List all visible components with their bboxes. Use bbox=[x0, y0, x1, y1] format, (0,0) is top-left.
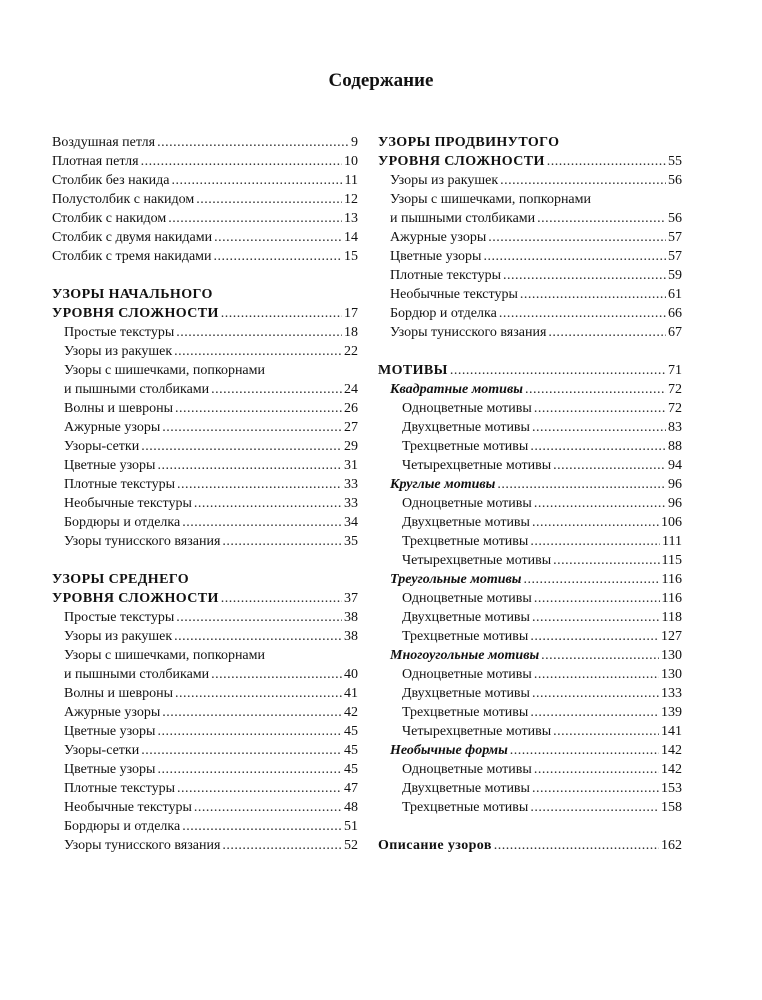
dot-leader bbox=[530, 532, 660, 551]
toc-page-number: 158 bbox=[661, 800, 682, 815]
dot-leader bbox=[141, 152, 342, 171]
toc-entry-label: Плотные текстуры bbox=[64, 477, 175, 492]
toc-entry bbox=[52, 627, 358, 646]
toc-page-number: 47 bbox=[344, 781, 358, 796]
toc-page-number: 66 bbox=[668, 306, 682, 321]
toc-entry-label: УРОВНЯ СЛОЖНОСТИ bbox=[52, 306, 219, 321]
toc-entry bbox=[378, 247, 682, 266]
toc-page-number: 142 bbox=[661, 762, 682, 777]
toc-entry bbox=[52, 228, 358, 247]
toc-entry-label: Столбик с накидом bbox=[52, 211, 167, 226]
dot-leader bbox=[177, 475, 342, 494]
dot-leader bbox=[534, 494, 666, 513]
toc-entry bbox=[378, 779, 682, 798]
toc-entry-label: Узоры из ракушек bbox=[64, 629, 173, 644]
toc-entry-label: Трехцветные мотивы bbox=[402, 800, 529, 815]
motif-group-heading bbox=[378, 741, 682, 760]
dot-leader bbox=[532, 608, 660, 627]
toc-section-beginner bbox=[52, 285, 358, 551]
toc-page-number: 13 bbox=[344, 211, 358, 226]
toc-entry-label: Круглые мотивы bbox=[390, 477, 496, 492]
toc-page-number: 59 bbox=[668, 268, 682, 283]
dot-leader bbox=[530, 703, 659, 722]
dot-leader bbox=[503, 266, 666, 285]
dot-leader bbox=[157, 133, 349, 152]
toc-entry bbox=[378, 323, 682, 342]
toc-entry bbox=[52, 342, 358, 361]
toc-entry-label: Трехцветные мотивы bbox=[402, 534, 529, 549]
toc-entry bbox=[52, 133, 358, 152]
toc-entry-label: Плотные текстуры bbox=[390, 268, 501, 283]
toc-entry bbox=[52, 513, 358, 532]
dot-leader bbox=[534, 665, 659, 684]
dot-leader bbox=[537, 209, 666, 228]
toc-entry bbox=[378, 513, 682, 532]
toc-page-number: 118 bbox=[661, 610, 682, 625]
toc-entry-label: Четырехцветные мотивы bbox=[402, 553, 552, 568]
toc-entry-label: Одноцветные мотивы bbox=[402, 496, 532, 511]
toc-entry-label: Бордюр и отделка bbox=[390, 306, 497, 321]
toc-page-number: 45 bbox=[344, 762, 358, 777]
toc-entry bbox=[378, 209, 682, 228]
toc-entry bbox=[52, 836, 358, 855]
section-heading bbox=[378, 152, 682, 171]
toc-page-number: 15 bbox=[344, 249, 358, 264]
toc-page-number: 106 bbox=[661, 515, 682, 530]
toc-entry bbox=[378, 456, 682, 475]
toc-page-number: 10 bbox=[344, 154, 358, 169]
toc-page-number: 127 bbox=[661, 629, 682, 644]
toc-entry bbox=[52, 209, 358, 228]
toc-entry-label: Волны и шевроны bbox=[64, 401, 174, 416]
toc-page-number: 71 bbox=[668, 363, 682, 378]
toc-entry-label: Полустолбик с накидом bbox=[52, 192, 195, 207]
dot-leader bbox=[174, 627, 342, 646]
section-heading bbox=[378, 361, 682, 380]
toc-entry bbox=[52, 323, 358, 342]
dot-leader bbox=[182, 513, 342, 532]
toc-entry bbox=[52, 608, 358, 627]
toc-entry-label: Четырехцветные мотивы bbox=[402, 724, 552, 739]
toc-entry bbox=[378, 418, 682, 437]
toc-entry bbox=[378, 399, 682, 418]
toc-entry bbox=[52, 722, 358, 741]
dot-leader bbox=[534, 589, 660, 608]
dot-leader bbox=[176, 323, 342, 342]
toc-page-number: 153 bbox=[661, 781, 682, 796]
toc-entry bbox=[52, 665, 358, 684]
dot-leader bbox=[534, 760, 659, 779]
dot-leader bbox=[532, 513, 659, 532]
toc-page-number: 40 bbox=[344, 667, 358, 682]
toc-entry bbox=[52, 418, 358, 437]
toc-page-number: 72 bbox=[668, 382, 682, 397]
motif-group-heading bbox=[378, 570, 682, 589]
toc-entry-label: Волны и шевроны bbox=[64, 686, 174, 701]
toc-page-number: 34 bbox=[344, 515, 358, 530]
toc-page-number: 27 bbox=[344, 420, 358, 435]
toc-entry bbox=[378, 665, 682, 684]
toc-entry-label: Цветные узоры bbox=[64, 762, 156, 777]
toc-page-number: 45 bbox=[344, 743, 358, 758]
toc-entry bbox=[52, 437, 358, 456]
toc-page-number: 133 bbox=[661, 686, 682, 701]
toc-page-number: 130 bbox=[661, 667, 682, 682]
dot-leader bbox=[157, 760, 342, 779]
toc-entry bbox=[378, 703, 682, 722]
dot-leader bbox=[497, 475, 666, 494]
toc-entry bbox=[52, 779, 358, 798]
toc-page-number: 48 bbox=[344, 800, 358, 815]
toc-entry-label: Двухцветные мотивы bbox=[402, 610, 530, 625]
dot-leader bbox=[221, 304, 342, 323]
toc-page-number: 52 bbox=[344, 838, 358, 853]
toc-entry-label: Необычные текстуры bbox=[64, 496, 192, 511]
dot-leader bbox=[532, 684, 659, 703]
toc-page-number: 51 bbox=[344, 819, 358, 834]
toc-entry-label: Плотная петля bbox=[52, 154, 139, 169]
toc-page-number: 42 bbox=[344, 705, 358, 720]
toc-entry-label: Столбик с тремя накидами bbox=[52, 249, 212, 264]
toc-entry bbox=[52, 494, 358, 513]
toc-page-number: 162 bbox=[661, 838, 682, 853]
dot-leader bbox=[553, 722, 659, 741]
toc-entry-label: Цветные узоры bbox=[64, 458, 156, 473]
dot-leader bbox=[532, 779, 659, 798]
toc-entry bbox=[378, 494, 682, 513]
toc-section-advanced bbox=[378, 133, 682, 342]
dot-leader bbox=[222, 532, 342, 551]
toc-page-number: 35 bbox=[344, 534, 358, 549]
toc-entry-label-line: Узоры с шишечками, попкорнами bbox=[64, 363, 265, 378]
toc-entry bbox=[52, 684, 358, 703]
toc-page-number: 18 bbox=[344, 325, 358, 340]
toc-page-number: 9 bbox=[351, 135, 358, 150]
toc-entry-label: Квадратные мотивы bbox=[390, 382, 523, 397]
dot-leader bbox=[553, 551, 659, 570]
toc-page-number: 56 bbox=[668, 211, 682, 226]
toc-left-column bbox=[52, 133, 358, 855]
toc-page-number: 26 bbox=[344, 401, 358, 416]
dot-leader bbox=[162, 703, 342, 722]
toc-entry bbox=[52, 247, 358, 266]
dot-leader bbox=[194, 494, 342, 513]
dot-leader bbox=[168, 209, 342, 228]
dot-leader bbox=[176, 608, 342, 627]
toc-page-number: 116 bbox=[661, 591, 682, 606]
dot-leader bbox=[525, 380, 666, 399]
dot-leader bbox=[194, 798, 342, 817]
dot-leader bbox=[499, 304, 666, 323]
dot-leader bbox=[547, 152, 666, 171]
toc-entry-label: Необычные формы bbox=[390, 743, 508, 758]
toc-entry bbox=[52, 190, 358, 209]
toc-entry-label: Ажурные узоры bbox=[64, 705, 161, 720]
toc-entry-label: Узоры-сетки bbox=[64, 439, 140, 454]
toc-entry bbox=[378, 532, 682, 551]
dot-leader bbox=[196, 190, 342, 209]
toc-entry-label: Ажурные узоры bbox=[390, 230, 487, 245]
motif-group-heading bbox=[378, 380, 682, 399]
toc-page-number: 22 bbox=[344, 344, 358, 359]
dot-leader bbox=[523, 570, 659, 589]
dot-leader bbox=[214, 247, 342, 266]
toc-page-number: 24 bbox=[344, 382, 358, 397]
dot-leader bbox=[175, 399, 342, 418]
toc-page-number: 139 bbox=[661, 705, 682, 720]
toc-entry-label: Простые текстуры bbox=[64, 325, 175, 340]
toc-entry-label: Бордюры и отделка bbox=[64, 515, 181, 530]
toc-page-number: 57 bbox=[668, 230, 682, 245]
toc-entry-label-line: Узоры с шишечками, попкорнами bbox=[390, 192, 591, 207]
toc-page-number: 37 bbox=[344, 591, 358, 606]
toc-entry-label: Одноцветные мотивы bbox=[402, 401, 532, 416]
dot-leader bbox=[211, 665, 342, 684]
section-heading-line: УЗОРЫ СРЕДНЕГО bbox=[52, 572, 190, 587]
toc-entry-label: Узоры из ракушек bbox=[64, 344, 173, 359]
toc-entry-label: Трехцветные мотивы bbox=[402, 705, 529, 720]
toc-entry-label: Многоугольные мотивы bbox=[390, 648, 540, 663]
toc-entry-label: Цветные узоры bbox=[64, 724, 156, 739]
toc-entry bbox=[378, 627, 682, 646]
toc-entry-label: Трехцветные мотивы bbox=[402, 439, 529, 454]
toc-entry-label: Узоры тунисского вязания bbox=[64, 838, 221, 853]
toc-page-number: 88 bbox=[668, 439, 682, 454]
dot-leader bbox=[488, 228, 666, 247]
toc-entry-label: Бордюры и отделка bbox=[64, 819, 181, 834]
toc-entry-label: Воздушная петля bbox=[52, 135, 156, 150]
toc-entry bbox=[52, 817, 358, 836]
toc-entry-label: Узоры-сетки bbox=[64, 743, 140, 758]
dot-leader bbox=[174, 342, 342, 361]
toc-entry bbox=[378, 608, 682, 627]
section-heading bbox=[378, 836, 682, 855]
toc-page-number: 12 bbox=[344, 192, 358, 207]
toc-page-number: 116 bbox=[661, 572, 682, 587]
toc-entry-label: и пышными столбиками bbox=[64, 382, 210, 397]
dot-leader bbox=[494, 836, 659, 855]
toc-entry bbox=[378, 285, 682, 304]
toc-page-number: 38 bbox=[344, 629, 358, 644]
toc-entry-label: Двухцветные мотивы bbox=[402, 515, 530, 530]
dot-leader bbox=[175, 684, 342, 703]
toc-page-number: 130 bbox=[661, 648, 682, 663]
motif-group-heading bbox=[378, 475, 682, 494]
section-heading bbox=[52, 589, 358, 608]
toc-page-number: 45 bbox=[344, 724, 358, 739]
toc-entry-label: Плотные текстуры bbox=[64, 781, 175, 796]
dot-leader bbox=[157, 456, 342, 475]
dot-leader bbox=[500, 171, 666, 190]
dot-leader bbox=[162, 418, 342, 437]
toc-entry-label: Узоры тунисского вязания bbox=[64, 534, 221, 549]
dot-leader bbox=[172, 171, 343, 190]
dot-leader bbox=[182, 817, 342, 836]
toc-entry bbox=[378, 266, 682, 285]
toc-entry-label: Трехцветные мотивы bbox=[402, 629, 529, 644]
toc-page-number: 96 bbox=[668, 496, 682, 511]
toc-entry bbox=[378, 171, 682, 190]
toc-entry-label: Узоры из ракушек bbox=[390, 173, 499, 188]
toc-page-number: 29 bbox=[344, 439, 358, 454]
toc-entry-label: Двухцветные мотивы bbox=[402, 781, 530, 796]
dot-leader bbox=[214, 228, 342, 247]
dot-leader bbox=[510, 741, 659, 760]
toc-entry-label: Необычные текстуры bbox=[390, 287, 518, 302]
toc-entry bbox=[378, 722, 682, 741]
toc-page-number: 141 bbox=[661, 724, 682, 739]
section-gap bbox=[52, 266, 358, 285]
toc-entry bbox=[52, 456, 358, 475]
toc-page-number: 11 bbox=[344, 173, 358, 188]
toc-page-number: 67 bbox=[668, 325, 682, 340]
dot-leader bbox=[530, 627, 659, 646]
dot-leader bbox=[548, 323, 666, 342]
toc-entry-label: Ажурные узоры bbox=[64, 420, 161, 435]
toc-section-intermediate bbox=[52, 570, 358, 855]
toc-entry-label: Треугольные мотивы bbox=[390, 572, 522, 587]
toc-entry-label: Двухцветные мотивы bbox=[402, 686, 530, 701]
toc-basics-list bbox=[52, 133, 358, 266]
toc-page-number: 38 bbox=[344, 610, 358, 625]
toc-section-motifs bbox=[378, 361, 682, 817]
toc-entry-label: Четырехцветные мотивы bbox=[402, 458, 552, 473]
dot-leader bbox=[157, 722, 342, 741]
toc-entry bbox=[52, 532, 358, 551]
toc-entry bbox=[52, 703, 358, 722]
toc-page-number: 61 bbox=[668, 287, 682, 302]
toc-page-number: 72 bbox=[668, 401, 682, 416]
toc-entry-label: УРОВНЯ СЛОЖНОСТИ bbox=[378, 154, 545, 169]
toc-entry-label: Столбик без накида bbox=[52, 173, 170, 188]
motif-group-heading bbox=[378, 646, 682, 665]
toc-page-number: 41 bbox=[344, 686, 358, 701]
section-gap bbox=[378, 342, 682, 361]
section-heading bbox=[52, 304, 358, 323]
section-gap bbox=[378, 817, 682, 836]
toc-entry bbox=[378, 551, 682, 570]
dot-leader bbox=[532, 418, 666, 437]
dot-leader bbox=[177, 779, 342, 798]
toc-page-number: 55 bbox=[668, 154, 682, 169]
toc-page-number: 56 bbox=[668, 173, 682, 188]
toc-entry-label: Цветные узоры bbox=[390, 249, 482, 264]
dot-leader bbox=[553, 456, 666, 475]
toc-page-number: 96 bbox=[668, 477, 682, 492]
toc-entry-label: УРОВНЯ СЛОЖНОСТИ bbox=[52, 591, 219, 606]
section-heading-line: УЗОРЫ ПРОДВИНУТОГО bbox=[378, 135, 560, 150]
section-heading-line: УЗОРЫ НАЧАЛЬНОГО bbox=[52, 287, 213, 302]
toc-entry-label: Одноцветные мотивы bbox=[402, 762, 532, 777]
toc-page-number: 33 bbox=[344, 477, 358, 492]
dot-leader bbox=[222, 836, 342, 855]
toc-entry bbox=[52, 741, 358, 760]
dot-leader bbox=[530, 437, 666, 456]
toc-entry bbox=[378, 684, 682, 703]
toc-entry bbox=[378, 589, 682, 608]
toc-entry bbox=[52, 798, 358, 817]
section-gap bbox=[52, 551, 358, 570]
toc-entry-label: Одноцветные мотивы bbox=[402, 667, 532, 682]
toc-entry bbox=[52, 760, 358, 779]
dot-leader bbox=[483, 247, 666, 266]
toc-page-number: 31 bbox=[344, 458, 358, 473]
toc-entry bbox=[52, 475, 358, 494]
toc-entry-label-line: Узоры с шишечками, попкорнами bbox=[64, 648, 265, 663]
dot-leader bbox=[450, 361, 666, 380]
toc-entry bbox=[378, 798, 682, 817]
toc-entry bbox=[52, 380, 358, 399]
dot-leader bbox=[211, 380, 342, 399]
toc-section-descriptions bbox=[378, 836, 682, 855]
page-title: Содержание bbox=[328, 70, 434, 91]
toc-right-column bbox=[378, 133, 682, 855]
toc-entry-label: и пышными столбиками bbox=[390, 211, 536, 226]
toc-entry bbox=[378, 304, 682, 323]
toc-entry bbox=[378, 437, 682, 456]
toc-entry-label: МОТИВЫ bbox=[378, 363, 448, 378]
dot-leader bbox=[221, 589, 342, 608]
toc-page-number: 94 bbox=[668, 458, 682, 473]
toc-page-number: 33 bbox=[344, 496, 358, 511]
toc-entry-label: Описание узоров bbox=[378, 838, 492, 853]
toc-entry-label: Узоры тунисского вязания bbox=[390, 325, 547, 340]
toc-entry bbox=[52, 152, 358, 171]
toc-page-number: 14 bbox=[344, 230, 358, 245]
toc-entry-label: и пышными столбиками bbox=[64, 667, 210, 682]
dot-leader bbox=[141, 437, 342, 456]
toc-entry-label: Двухцветные мотивы bbox=[402, 420, 530, 435]
toc-page-number: 17 bbox=[344, 306, 358, 321]
dot-leader bbox=[530, 798, 659, 817]
toc-entry bbox=[52, 171, 358, 190]
toc-page-number: 83 bbox=[668, 420, 682, 435]
dot-leader bbox=[520, 285, 666, 304]
toc-entry bbox=[52, 399, 358, 418]
toc-page-number: 115 bbox=[661, 553, 682, 568]
toc-page-number: 111 bbox=[662, 534, 682, 549]
dot-leader bbox=[141, 741, 342, 760]
dot-leader bbox=[534, 399, 666, 418]
toc-entry bbox=[378, 760, 682, 779]
toc-entry bbox=[378, 228, 682, 247]
toc-entry-label: Столбик с двумя накидами bbox=[52, 230, 213, 245]
toc-entry-label: Простые текстуры bbox=[64, 610, 175, 625]
dot-leader bbox=[541, 646, 659, 665]
toc-entry-label: Одноцветные мотивы bbox=[402, 591, 532, 606]
toc-page-number: 57 bbox=[668, 249, 682, 264]
toc-page-number: 142 bbox=[661, 743, 682, 758]
toc-entry-label: Необычные текстуры bbox=[64, 800, 192, 815]
